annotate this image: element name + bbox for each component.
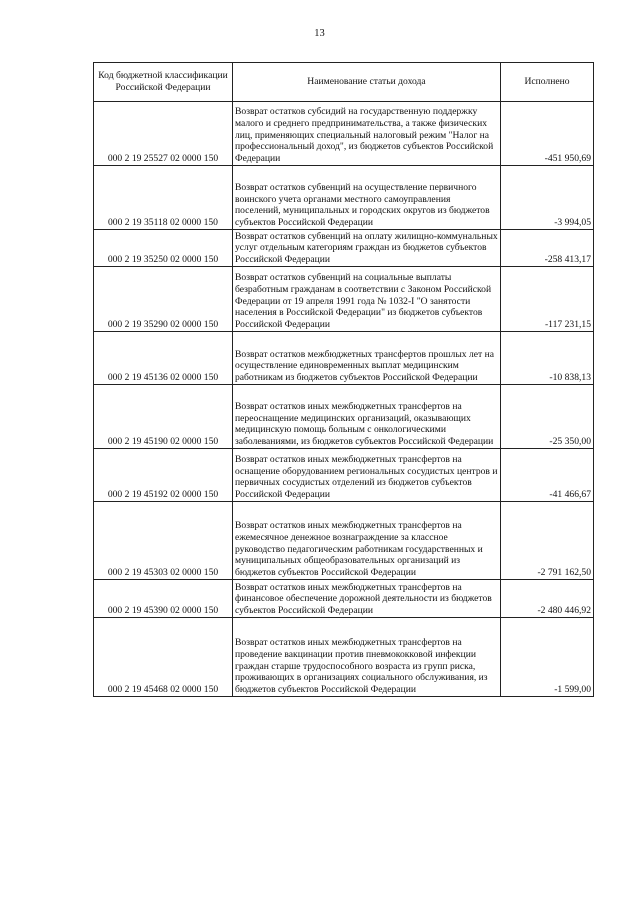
cell-name: Возврат остатков субвенций на социальные выплаты безработным гражданам в соответствии с Законом Российской Федерации от 19 апреля 1991 года № 1032-I "О занятости населения в Российской Федерации" из бюджетов субъектов Российской Федерации <box>233 267 501 332</box>
cell-name: Возврат остатков субсидий на государственную поддержку малого и среднего предпринимательства, а также физических лиц, применяющих специальный налоговый режим "Налог на профессиональный доход", из бюджетов субъектов Российской Федерации <box>233 102 501 166</box>
cell-name: Возврат остатков иных межбюджетных трансфертов на переоснащение медицинских организаций, оказывающих медицинскую помощь больным с онкологическими заболеваниями, из бюджетов субъектов Российской Федерации <box>233 385 501 449</box>
cell-amount: -2 480 446,92 <box>501 580 594 618</box>
table-row <box>94 580 594 618</box>
cell-name: Возврат остатков иных межбюджетных трансфертов на ежемесячное денежное вознаграждение за классное руководство педагогическим работникам государственных и муниципальных общеобразовательных организаций из бюджетов субъектов Российской Федерации <box>233 502 501 580</box>
cell-code: 000 2 19 45136 02 0000 150 <box>94 332 233 385</box>
table-row <box>94 618 594 697</box>
table-row <box>94 332 594 385</box>
header-amount: Исполнено <box>501 63 594 102</box>
table-row <box>94 449 594 502</box>
header-name: Наименование статьи дохода <box>233 63 501 102</box>
cell-amount: -258 413,17 <box>501 230 594 267</box>
cell-name: Возврат остатков иных межбюджетных трансфертов на оснащение оборудованием региональных сосудистых центров и первичных сосудистых отделений из бюджетов субъектов Российской Федерации <box>233 449 501 502</box>
table-row <box>94 230 594 267</box>
cell-amount: -117 231,15 <box>501 267 594 332</box>
cell-amount: -25 350,00 <box>501 385 594 449</box>
cell-code: 000 2 19 45192 02 0000 150 <box>94 449 233 502</box>
cell-code: 000 2 19 45468 02 0000 150 <box>94 618 233 697</box>
cell-code: 000 2 19 35118 02 0000 150 <box>94 166 233 230</box>
cell-code: 000 2 19 25527 02 0000 150 <box>94 102 233 166</box>
table-row <box>94 166 594 230</box>
table-row <box>94 102 594 166</box>
table-header-row <box>94 63 594 102</box>
cell-amount: -3 994,05 <box>501 166 594 230</box>
cell-name: Возврат остатков иных межбюджетных трансфертов на проведение вакцинации против пневмококковой инфекции граждан старше трудоспособного возраста из групп риска, проживающих в организациях социального обслуживания, из бюджетов субъектов Российской Федерации <box>233 618 501 697</box>
cell-code: 000 2 19 35290 02 0000 150 <box>94 267 233 332</box>
cell-name: Возврат остатков иных межбюджетных трансфертов на финансовое обеспечение дорожной деятельности из бюджетов субъектов Российской Федерации <box>233 580 501 618</box>
budget-revenue-table <box>93 62 594 697</box>
cell-code: 000 2 19 45390 02 0000 150 <box>94 580 233 618</box>
cell-code: 000 2 19 35250 02 0000 150 <box>94 230 233 267</box>
cell-code: 000 2 19 45303 02 0000 150 <box>94 502 233 580</box>
page-number: 13 <box>314 28 325 39</box>
cell-code: 000 2 19 45190 02 0000 150 <box>94 385 233 449</box>
cell-amount: -41 466,67 <box>501 449 594 502</box>
table-row <box>94 385 594 449</box>
cell-name: Возврат остатков субвенций на осуществление первичного воинского учета органами местного самоуправления поселений, муниципальных и городских округов из бюджетов субъектов Российской Федерации <box>233 166 501 230</box>
cell-amount: -2 791 162,50 <box>501 502 594 580</box>
table-row <box>94 267 594 332</box>
table-row <box>94 502 594 580</box>
cell-name: Возврат остатков субвенций на оплату жилищно-коммунальных услуг отдельным категориям граждан из бюджетов субъектов Российской Федерации <box>233 230 501 267</box>
cell-name: Возврат остатков межбюджетных трансфертов прошлых лет на осуществление единовременных выплат медицинским работникам из бюджетов субъектов Российской Федерации <box>233 332 501 385</box>
cell-amount: -451 950,69 <box>501 102 594 166</box>
header-code: Код бюджетной классификации Российской Федерации <box>94 63 233 102</box>
cell-amount: -10 838,13 <box>501 332 594 385</box>
cell-amount: -1 599,00 <box>501 618 594 697</box>
